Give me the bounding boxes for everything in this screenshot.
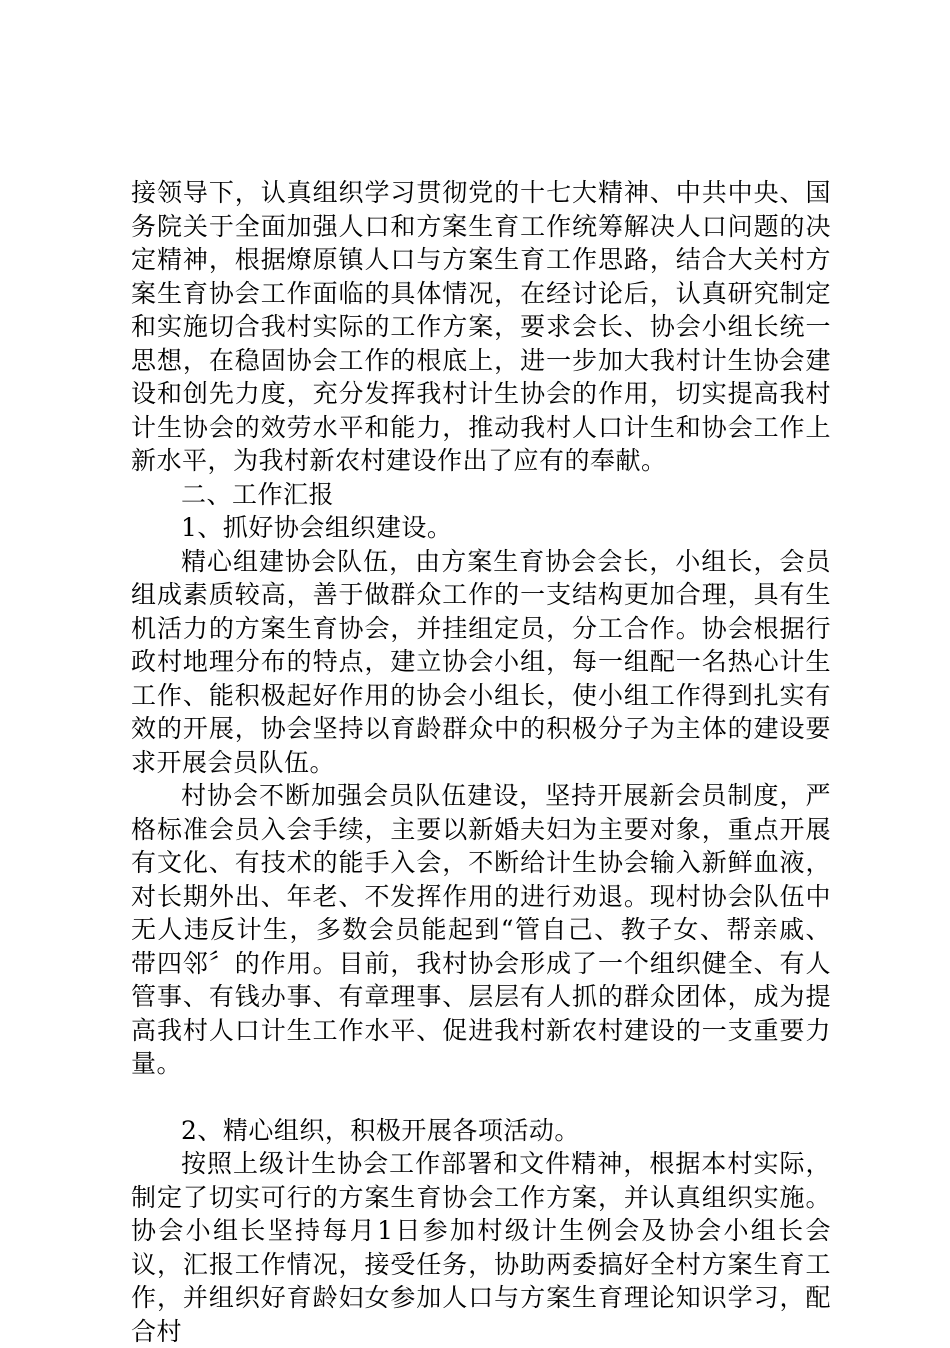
blank-line	[131, 1081, 831, 1114]
paragraph-member-building: 村协会不断加强会员队伍建设，坚持开展新会员制度，严格标准会员入会手续，主要以新婚夫妇为主要对象，重点开展有文化、有技术的能手入会，不断给计生协会输入新鲜血液，对长期外出、年老、不发挥作用的进行劝退。现村协会队伍中无人违反计生，多数会员能起到“管自己、教子女、帮亲戚、带四邻〞的作用。目前，我村协会形成了一个组织健全、有人管事、有钱办事、有章理事、层层有人抓的群众团体，成为提高我村人口计生工作水平、促进我村新农村建设的一支重要力量。	[131, 781, 831, 1078]
subheading-organization: 1、抓好协会组织建设。	[181, 513, 453, 542]
section-heading-work-report: 二、工作汇报	[181, 479, 335, 509]
paragraph-intro: 接领导下，认真组织学习贯彻党的十七大精神、中共中央、国务院关于全面加强人口和方案生育工作统筹解决人口问题的决定精神，根据燎原镇人口与方案生育工作思路，结合大关村方案生育协会工作面临的具体情况，在经讨论后，认真研究制定和实施切合我村实际的工作方案，要求会长、协会小组长统一思想，在稳固协会工作的根底上，进一步加大我村计生协会建设和创先力度，充分发挥我村计生协会的作用，切实提高我村计生协会的效劳水平和能力，推动我村人口计生和协会工作上新水平，为我村新农村建设作出了应有的奉献。	[131, 178, 831, 475]
paragraph-team-building: 精心组建协会队伍，由方案生育协会会长，小组长，会员组成素质较高，善于做群众工作的一支结构更加合理，具有生机活力的方案生育协会，并挂组定员，分工合作。协会根据行政村地理分布的特点，建立协会小组，每一组配一名热心计生工作、能积极起好作用的协会小组长，使小组工作得到扎实有效的开展，协会坚持以育龄群众中的积极分子为主体的建设要求开展会员队伍。	[131, 546, 831, 777]
document-body	[131, 176, 831, 1348]
paragraph-activities: 按照上级计生协会工作部署和文件精神，根据本村实际，制定了切实可行的方案生育协会工作方案，并认真组织实施。协会小组长坚持每月1日参加村级计生例会及协会小组长会议，汇报工作情况，接受任务，协助两委搞好全村方案生育工作，并组织好育龄妇女参加人口与方案生育理论知识学习，配合村	[131, 1149, 831, 1346]
subheading-activities: 2、精心组织，积极开展各项活动。	[181, 1115, 580, 1145]
